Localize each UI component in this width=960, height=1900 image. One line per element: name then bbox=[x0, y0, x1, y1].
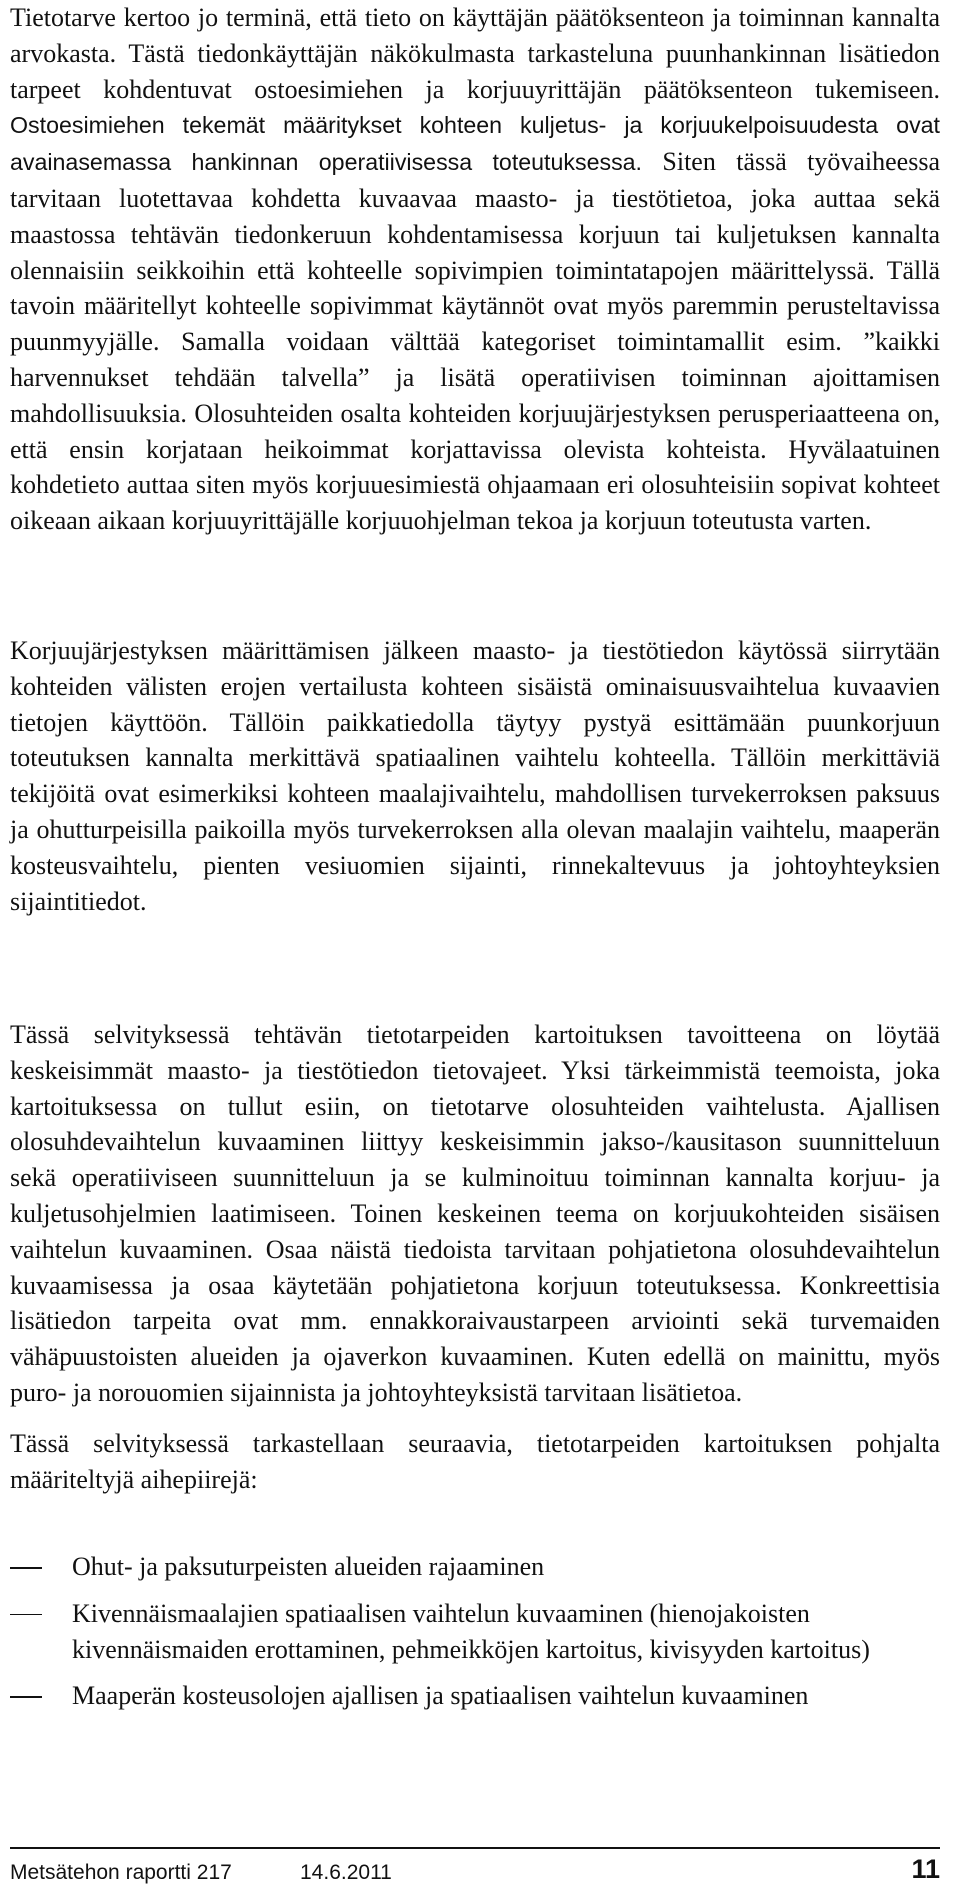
topic-list bbox=[10, 1549, 940, 1725]
paragraph-2: Korjuujärjestyksen määrittämisen jälkeen maasto- ja tiestötiedon käytössä siirrytään kohteiden välisten erojen vertailusta kohteen sisäistä ominaisuusvaihtelua kuvaavien tietojen käyttöön. Tällöin paikkatiedolla täytyy pystyä esittämään puunkorjuun toteutuksen kannalta merkittävä spatiaalinen vaihtelu kohteella. Tällöin merkittäviä tekijöitä ovat esimerkiksi kohteen maalajivaihtelu, mahdollisen turvekerroksen paksuus ja ohutturpeisilla paikoilla myös turvekerroksen alla olevan maalajin vaihtelu, maaperän kosteusvaihtelu, pienten vesiuomien sijainti, rinnekaltevuus ja johtoyhteyksien sijaintitiedot. bbox=[10, 636, 940, 916]
list-item-text: Ohut- ja paksuturpeisten alueiden rajaaminen bbox=[72, 1552, 545, 1581]
paragraph-1-part-b: Ostoesimiehen tekemät määritykset kohteen kuljetus- ja korjuukelpoisuudesta ovat avainasemassa hankinnan operatiivisessa toteutuksessa. bbox=[10, 112, 940, 176]
page-footer bbox=[10, 1854, 940, 1892]
paragraph-3: Tässä selvityksessä tehtävän tietotarpeiden kartoituksen tavoitteena on löytää keskeisimmät maasto- ja tiestötiedon tietovajeet. Yksi tärkeimmistä teemoista, joka kartoituksessa on tullut esiin, on tietotarve olosuhteiden vaihtelusta. Ajallisen olosuhdevaihtelun kuvaaminen liittyy keskeisimmin jakso-/kausitason suunnitteluun sekä operatiiviseen suunnitteluun ja se kulminoituu toiminnan kannalta korjuu- ja kuljetusohjelmien laatimiseen. Toinen keskeinen teema on korjuukohteiden sisäisen vaihtelun kuvaaminen. Osaa näistä tiedoista tarvitaan pohjatietona olosuhdevaihtelun kuvaamisessa ja osaa käytetään pohjatietona korjuun toteutuksessa. Konkreettisia lisätiedon tarpeita ovat mm. ennakkoraivaustarpeen arviointi sekä turvemaiden vähäpuustoisten alueiden ja ojaverkon kuvaaminen. Kuten edellä on mainittu, myös puro- ja norouomien sijainnista ja johtoyhteyksistä tarvitaan lisätietoa. bbox=[10, 1020, 940, 1407]
list-item-text: Kivennäismaalajien spatiaalisen vaihtelun kuvaaminen (hienojakoisten kivennäismaiden erottaminen, pehmeikköjen kartoitus, kivisyyden kartoitus) bbox=[72, 1598, 870, 1664]
list-item bbox=[10, 1596, 940, 1668]
paragraph-4: Tässä selvityksessä tarkastellaan seuraavia, tietotarpeiden kartoituksen pohjalta määriteltyjä aihepiirejä: bbox=[10, 1429, 940, 1494]
list-item-text: Maaperän kosteusolojen ajallisen ja spatiaalisen vaihtelun kuvaaminen bbox=[72, 1681, 809, 1711]
paragraph-1-part-c: Siten tässä työvaiheessa tarvitaan luotettavaa kohdetta kuvaavaa maasto- ja tiestötietoa, joka auttaa sekä maastossa tehtävän tiedonkeruun kohdentamisessa korjuun tai kuljetuksen kannalta olennaisiin seikkoihin että kohteelle sopivimpien toimintatapojen määrittelyssä. Tällä tavoin määritellyt kohteelle sopivimmat käytännöt ovat myös paremmin perusteltavissa puunmyyjälle. Samalla voidaan välttää kategoriset toimintamallit esim. ”kaikki harvennukset tehdään talvella” ja lisätä operatiivisen toiminnan ajoittamisen mahdollisuuksia. Olosuhteiden osalta kohteiden korjuujärjestyksen perusperiaatteena on, että ensin korjataan heikoimmat korjattavissa olevista kohteista. Hyvälaatuinen kohdetieto auttaa siten myös korjuuesimiestä ohjaamaan eri olosuhteisiin sopivat kohteet oikeaan aikaan korjuuyrittäjälle korjuuohjelman tekoa ja korjuun toteutusta varten. bbox=[10, 147, 940, 536]
footer-report-name: Metsätehon raportti 217 bbox=[10, 1861, 232, 1884]
footer-date: 14.6.2011 bbox=[300, 1861, 392, 1884]
footer-divider bbox=[10, 1847, 940, 1849]
paragraph-1 bbox=[10, 0, 940, 539]
paragraph-1-part-a: Tietotarve kertoo jo terminä, että tieto on käyttäjän päätöksenteon ja toiminnan kannalta arvokasta. Tästä tiedonkäyttäjän näkökulmasta tarkasteluna puunhankinnan lisätiedon tarpeet kohdentuvat ostoesimiehen ja korjuuyrittäjän päätöksenteon tukemiseen. bbox=[10, 3, 940, 104]
list-item bbox=[10, 1678, 940, 1714]
document-page bbox=[10, 0, 940, 1900]
list-item bbox=[10, 1549, 940, 1585]
page-number: 11 bbox=[911, 1854, 940, 1884]
